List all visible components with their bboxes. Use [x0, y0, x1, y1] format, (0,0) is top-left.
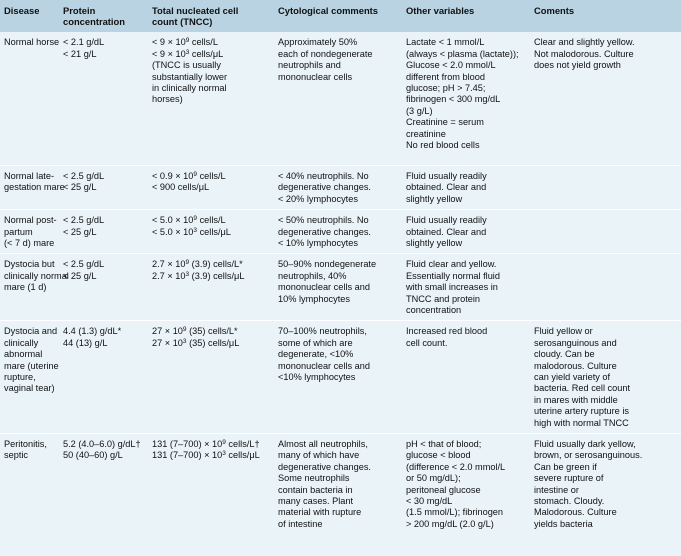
header-other-variables — [402, 0, 530, 32]
cell-line: rupture, — [4, 372, 36, 382]
cell-line: brown, or serosanguinous. — [534, 450, 643, 461]
cell-line: each of nondegenerate — [278, 48, 373, 59]
cell-line: mononuclear cells and — [278, 360, 370, 371]
cell-protein — [59, 165, 148, 209]
cell-line: < 10% lymphocytes — [278, 237, 358, 248]
cell-line: < 40% neutrophils. No — [278, 170, 369, 181]
cell-line: obtained. Clear and — [406, 182, 487, 193]
cell-line: mare (uterine — [4, 360, 59, 371]
cell-disease — [0, 32, 59, 165]
cell-line: (1.5 mmol/L); fibrinogen — [406, 507, 504, 518]
cell-line: can yield variety of — [534, 372, 611, 382]
cell-line: malodorous. Culture — [534, 360, 617, 371]
cell-line: Normal horse — [4, 37, 60, 48]
cell-line: or 50 mg/dL); — [406, 473, 461, 484]
cell-disease — [0, 210, 59, 254]
cell-line: < 50% neutrophils. No — [278, 215, 369, 226]
table-row — [0, 32, 681, 165]
cell-line: 131 $(7-700) \times 10^3$ cells/μL — [152, 450, 260, 461]
cell-cytology — [274, 165, 402, 209]
cell-other-variables — [402, 32, 530, 165]
cell-line: Approximately 50% — [278, 37, 358, 48]
cell-line: degenerate, <10% — [278, 349, 354, 360]
cell-line: Can be green if — [534, 461, 597, 472]
cell-tncc — [148, 165, 274, 209]
cell-line: obtained. Clear and — [406, 226, 487, 237]
table-row — [0, 254, 681, 321]
cell-line: No red blood cells — [406, 140, 480, 151]
cell-line: concentration — [63, 16, 125, 28]
cell-line: < 30 mg/dL — [406, 496, 453, 507]
cell-line: < 21 g/L — [63, 48, 97, 59]
cell-line: Essentially normal fluid — [406, 270, 500, 281]
cell-line: mare (1 d) — [4, 282, 47, 293]
cell-line: bacteria. Red cell count — [534, 383, 631, 394]
cell-line: slightly yellow — [406, 237, 463, 248]
cell-comments — [530, 321, 681, 434]
cell-disease — [0, 165, 65, 209]
cell-line: does not yield growth — [534, 60, 621, 71]
cell-line: many of which have — [278, 450, 360, 461]
cell-line: cell count. — [406, 337, 448, 348]
cell-line: TNCC and protein — [406, 293, 481, 304]
cell-line: degenerative changes. — [278, 226, 371, 237]
cell-line: Dystocia but — [4, 259, 55, 270]
header-row — [0, 0, 681, 32]
cell-cytology — [274, 254, 402, 321]
cell-line: pH < that of blood; — [406, 439, 482, 450]
cell-line: severe rupture of — [534, 473, 604, 484]
header-cytology — [274, 0, 402, 32]
cell-line: 10% lymphocytes — [278, 293, 351, 304]
cell-tncc — [148, 254, 274, 321]
cell-line: Total nucleated cell — [152, 5, 239, 16]
cell-line: Fluid usually readily — [406, 170, 487, 181]
cell-line: with small increases in — [406, 282, 498, 293]
cell-other-variables — [402, 165, 530, 209]
cell-line: (TNCC is usually — [152, 60, 221, 71]
cell-comments — [530, 165, 681, 209]
cell-disease — [0, 321, 59, 434]
cell-line: of intestine — [278, 518, 323, 529]
cell-line: mononuclear cells and — [278, 282, 370, 293]
cell-line: septic — [4, 450, 29, 461]
cell-line: mononuclear cells — [278, 71, 353, 82]
cell-line: some of which are — [278, 337, 353, 348]
cell-line: < 20% lymphocytes — [278, 193, 358, 204]
cell-line: Normal post- — [4, 215, 57, 226]
cell-line: (< 7 d) mare — [4, 237, 55, 248]
cell-line: different from blood — [406, 71, 485, 82]
cell-line: < $5.0 \times 10^9$ cells/L — [152, 215, 226, 226]
cell-line: 70–100% neutrophils, — [278, 326, 367, 337]
cell-line: (always < plasma (lactate)); — [406, 48, 519, 59]
cell-line: partum — [4, 226, 33, 237]
cell-line: count (TNCC) — [152, 16, 213, 28]
cell-line: < 2.5 g/dL — [63, 215, 105, 226]
cell-line: in clinically normal — [152, 83, 227, 94]
cell-line: Clear and slightly yellow. — [534, 37, 635, 48]
cell-other-variables — [402, 254, 530, 321]
cell-line: Peritonitis, — [4, 439, 47, 450]
header-comments — [530, 0, 681, 32]
cell-line: horses) — [152, 94, 183, 105]
cell-line: Not malodorous. Culture — [534, 48, 634, 59]
cell-cytology — [274, 321, 402, 434]
cell-line: intestine or — [534, 484, 579, 495]
header-tncc — [148, 0, 274, 32]
cell-line: Fluid clear and yellow. — [406, 259, 497, 270]
cell-line: Fluid usually dark yellow, — [534, 439, 636, 450]
cell-line: fibrinogen < 300 mg/dL — [406, 94, 501, 105]
cell-line: vaginal tear) — [4, 383, 55, 394]
table-row — [0, 434, 681, 544]
cell-line: serosanguinous and — [534, 337, 617, 348]
cell-line: 131 $(7-700) \times 10^9$ cells/L† — [152, 439, 260, 450]
cell-line: degenerative changes. — [278, 461, 371, 472]
cell-comments — [530, 32, 681, 165]
cell-line: yields bacteria — [534, 518, 593, 529]
cell-line: Glucose < 2.0 mmol/L — [406, 60, 496, 71]
cell-disease — [0, 434, 59, 544]
cell-line: Malodorous. Culture — [534, 507, 617, 518]
cell-line: < 2.5 g/dL — [63, 259, 105, 270]
cell-line: gestation mare — [4, 182, 65, 193]
cell-line: Disease — [4, 5, 40, 16]
cell-line: < 2.5 g/dL — [63, 170, 105, 181]
cell-line: concentration — [406, 304, 462, 315]
cell-line: < 2.1 g/dL — [63, 37, 105, 48]
cell-line: < $9 \times 10^9$ cells/L — [152, 37, 218, 48]
cell-line: Protein — [63, 5, 96, 16]
cell-line: degenerative changes. — [278, 182, 371, 193]
cell-other-variables — [402, 321, 530, 434]
cell-line: many cases. Plant — [278, 496, 354, 507]
cell-line: 44 (13) g/L — [63, 337, 108, 348]
cell-line: Normal late- — [4, 170, 55, 181]
cell-line: uterine artery rupture is — [534, 406, 629, 417]
cell-line: (3 g/L) — [406, 105, 433, 116]
cell-tncc — [148, 321, 274, 434]
cell-line: Increased red blood — [406, 326, 488, 337]
cell-line: contain bacteria in — [278, 484, 353, 495]
cell-line: < $9 \times 10^3$ cells/μL — [152, 48, 224, 59]
cell-line: Dystocia and — [4, 326, 58, 337]
cell-line: abnormal — [4, 349, 43, 360]
cell-line: slightly yellow — [406, 193, 463, 204]
cell-protein — [59, 254, 148, 321]
cell-protein — [59, 434, 148, 544]
cell-tncc — [148, 210, 274, 254]
table-row — [0, 321, 681, 434]
cell-line: Cytological comments — [278, 5, 379, 16]
cell-other-variables — [402, 434, 530, 544]
cell-line: substantially lower — [152, 71, 228, 82]
cell-tncc — [148, 32, 274, 165]
cell-line: material with rupture — [278, 507, 362, 518]
cell-line: < 25 g/L — [63, 182, 97, 193]
cell-line: < $0.9 \times 10^9$ cells/L — [152, 170, 226, 181]
cell-line: 50–90% nondegenerate — [278, 259, 377, 270]
cell-line: Fluid usually readily — [406, 215, 487, 226]
cell-line: <10% lymphocytes — [278, 372, 356, 382]
cell-line: > 200 mg/dL (2.0 g/L) — [406, 518, 494, 529]
cell-line: Creatinine = serum — [406, 117, 484, 128]
cell-line: $27 \times 10^9$ (35) cells/L* — [152, 326, 238, 337]
cell-line: glucose; pH > 7.45; — [406, 83, 486, 94]
header-protein — [59, 0, 148, 32]
cell-line: cloudy. Can be — [534, 349, 595, 360]
table-row — [0, 165, 681, 209]
cell-protein — [59, 32, 148, 165]
cell-line: $2.7 \times 10^9$ (3.9) cells/L* — [152, 259, 243, 270]
cell-line: $27 \times 10^3$ (35) cells/μL — [152, 337, 240, 348]
cell-disease — [0, 254, 69, 321]
cell-comments — [530, 210, 681, 254]
cell-line: creatinine — [406, 128, 446, 139]
cell-line: clinically — [4, 337, 39, 348]
cell-line: Lactate < 1 mmol/L — [406, 37, 485, 48]
cell-other-variables — [402, 210, 530, 254]
cell-protein — [59, 321, 148, 434]
cell-line: neutrophils and — [278, 60, 341, 71]
cell-line: 50 (40–60) g/L — [63, 450, 123, 461]
cell-line: < 25 g/L — [63, 270, 97, 281]
table-row — [0, 210, 681, 254]
cell-line: neutrophils, 40% — [278, 270, 347, 281]
cell-line: Coments — [534, 5, 575, 16]
cell-line: $2.7 \times 10^3$ (3.9) cells/μL — [152, 270, 245, 281]
cell-comments — [530, 434, 681, 544]
cell-line: in mares with middle — [534, 394, 618, 405]
cell-line: (difference < 2.0 mmol/L — [406, 461, 506, 472]
cell-cytology — [274, 434, 402, 544]
cell-line: 4.4 (1.3) g/dL* — [63, 326, 122, 337]
cell-line: stomach. Cloudy. — [534, 496, 605, 507]
cell-line: < 900 cells/μL — [152, 182, 210, 193]
cell-tncc — [148, 434, 274, 544]
cell-comments — [530, 254, 681, 321]
cell-line: Fluid yellow or — [534, 326, 593, 337]
cell-line: 5.2 (4.0–6.0) g/dL† — [63, 439, 141, 450]
cell-line: clinically normal — [4, 270, 69, 281]
cell-cytology — [274, 210, 402, 254]
cell-line: < 25 g/L — [63, 226, 97, 237]
cell-line: Other variables — [406, 5, 475, 16]
cell-line: high with normal TNCC — [534, 417, 629, 428]
cell-line: glucose < blood — [406, 450, 471, 461]
cell-line: peritoneal glucose — [406, 484, 481, 495]
header-disease — [0, 0, 59, 32]
cell-line: Almost all neutrophils, — [278, 439, 368, 450]
cell-protein — [59, 210, 148, 254]
cell-line: < $5.0 \times 10^3$ cells/μL — [152, 226, 231, 237]
cell-line: Some neutrophils — [278, 473, 350, 484]
cell-cytology — [274, 32, 402, 165]
